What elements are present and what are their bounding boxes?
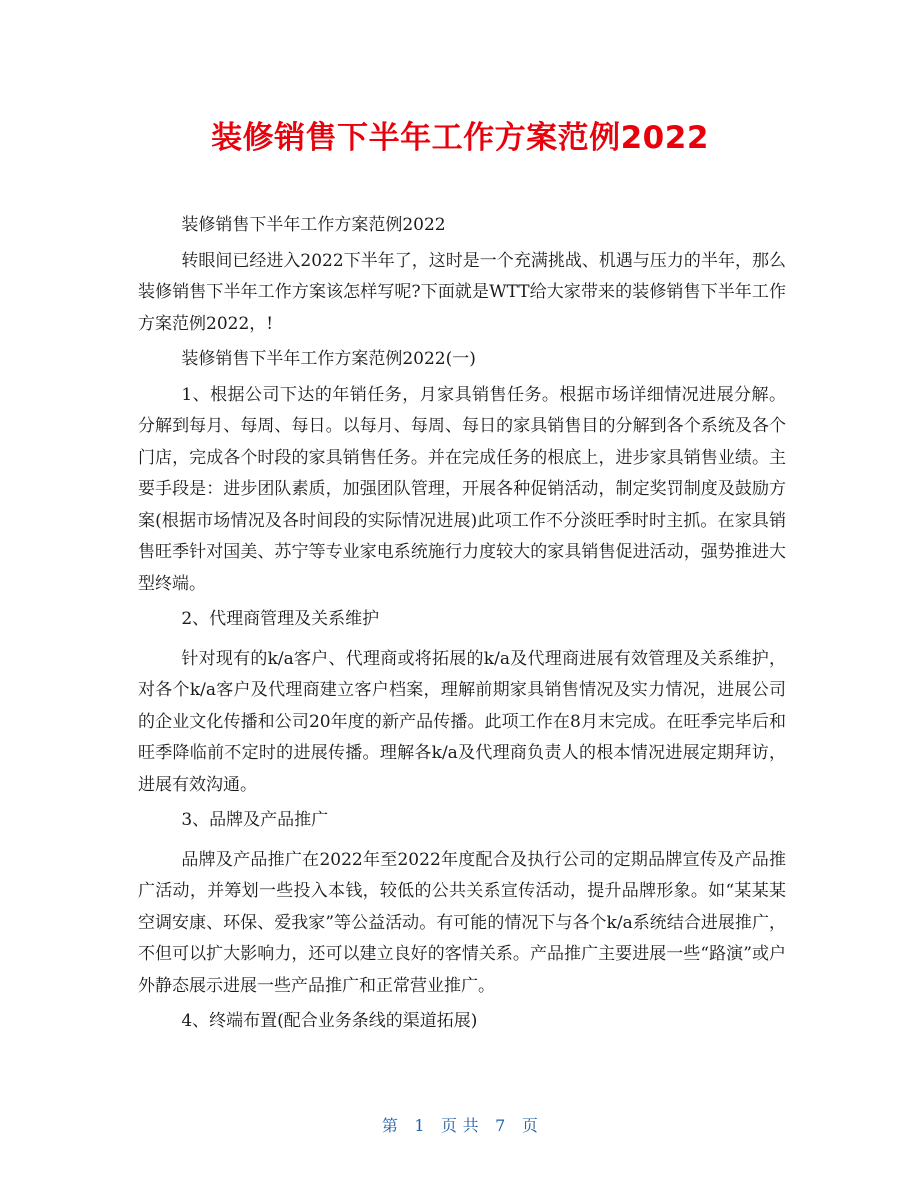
page-label-prefix: 第 bbox=[381, 1116, 399, 1135]
paragraph-subtitle: 装修销售下半年工作方案范例2022 bbox=[181, 215, 446, 235]
paragraph-brand-promotion: 品牌及产品推广在2022年至2022年度配合及执行公司的定期品牌宣传及产品推广活动，并筹划一些投入本钱，较低的公共关系宣传活动，提升品牌形象。如“某某某空调安康、环保、爱我家”等公益活动。有可能的情况下与各个k/a系统结合进展推广，不但可以扩大影响力，还可以建立良好的客情关系。产品推广主要进展一些“路演”或户外静态展示进展一些产品推广和正常营业推广。 bbox=[138, 849, 786, 996]
page-number-footer bbox=[0, 1113, 920, 1136]
paragraph-sales-tasks: 1、根据公司下达的年销任务，月家具销售任务。根据市场详细情况进展分解。分解到每月、每周、每日。以每月、每周、每日的家具销售目的分解到各个系统及各个门店，完成各个时段的家具销售任务。并在完成任务的根底上，进步家具销售业绩。主要手段是：进步团队素质，加强团队管理，开展各种促销活动，制定奖罚制度及鼓励方案(根据市场情况及各时间段的实际情况进展)此项工作不分淡旺季时时主抓。在家具销售旺季针对国美、苏宁等专业家电系统施行力度较大的家具销售促进活动，强势推进大型终端。 bbox=[138, 384, 786, 594]
paragraph-agent-management: 针对现有的k/a客户、代理商或将拓展的k/a及代理商进展有效管理及关系维护，对各个k/a客户及代理商建立客户档案，理解前期家具销售情况及实力情况，进展公司的企业文化传播和公司20年度的新产品传播。此项工作在8月末完成。在旺季完毕后和旺季降临前不定时的进展传播。理解各k/a及代理商负责人的根本情况进展定期拜访，进展有效沟通。 bbox=[138, 648, 786, 795]
page-label-mid: 页 共 bbox=[441, 1116, 479, 1135]
section-heading-terminal-layout: 4、终端布置(配合业务条线的渠道拓展) bbox=[181, 1011, 478, 1031]
paragraph-intro: 转眼间已经进入2022下半年了，这时是一个充满挑战、机遇与压力的半年，那么装修销售下半年工作方案该怎样写呢?下面就是WTT给大家带来的装修销售下半年工作方案范例2022，! bbox=[138, 250, 786, 334]
section-heading-brand-promotion: 3、品牌及产品推广 bbox=[181, 810, 329, 830]
document-title: 装修销售下半年工作方案范例2022 bbox=[211, 120, 709, 156]
total-pages-number: 7 bbox=[495, 1116, 506, 1135]
page-label-suffix: 页 bbox=[521, 1116, 539, 1135]
current-page-number: 1 bbox=[414, 1116, 425, 1135]
section-heading-plan-one: 装修销售下半年工作方案范例2022(一) bbox=[181, 349, 476, 369]
document-body bbox=[138, 210, 786, 1042]
section-heading-agent-management: 2、代理商管理及关系维护 bbox=[181, 609, 380, 629]
